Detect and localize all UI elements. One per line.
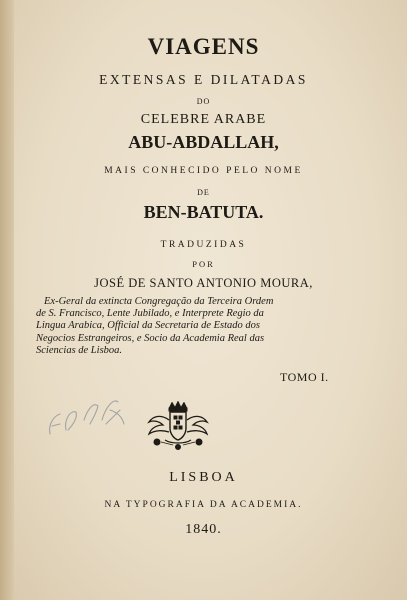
pencil-annotation-icon [40, 380, 140, 440]
known-as-line: MAIS CONHECIDO PELO NOME [104, 166, 303, 176]
description-line: de S. Francisco, Lente Jubilado, e Interprete Regio da [36, 308, 264, 320]
celebre-line: CELEBRE ARABE [140, 112, 267, 127]
connector-de: DE [197, 188, 210, 197]
translator-name: JOSÉ DE SANTO ANTONIO MOURA, [94, 276, 313, 290]
volume-label: TOMO I. [280, 370, 329, 384]
traduzidas-line: TRADUZIDAS [160, 240, 247, 250]
connector-do: DO [196, 97, 211, 106]
description-line: Lingua Arabica, Official da Secretaria de Estado dos [36, 320, 260, 332]
book-subtitle: EXTENSAS E DILATADAS [99, 72, 308, 87]
por-line: POR [192, 259, 215, 269]
royal-crest-ornament-icon [143, 398, 213, 452]
page-edge [0, 0, 14, 600]
description-line: Sciencias de Lisboa. [36, 344, 123, 356]
translator-description [36, 296, 376, 357]
publication-year: 1840. [185, 522, 222, 537]
description-line: Ex-Geral da extincta Congregação da Terceira Ordem [44, 296, 274, 307]
description-line: Negocios Estrangeiros, e Socio da Academia Real das [36, 332, 265, 344]
printer-line: NA TYPOGRAFIA DA ACADEMIA. [104, 500, 303, 510]
author-name: ABU-ABDALLAH, [128, 132, 279, 152]
book-title: VIAGENS [147, 34, 260, 59]
alt-name: BEN-BATUTA. [143, 202, 264, 222]
city: LISBOA [169, 470, 238, 485]
